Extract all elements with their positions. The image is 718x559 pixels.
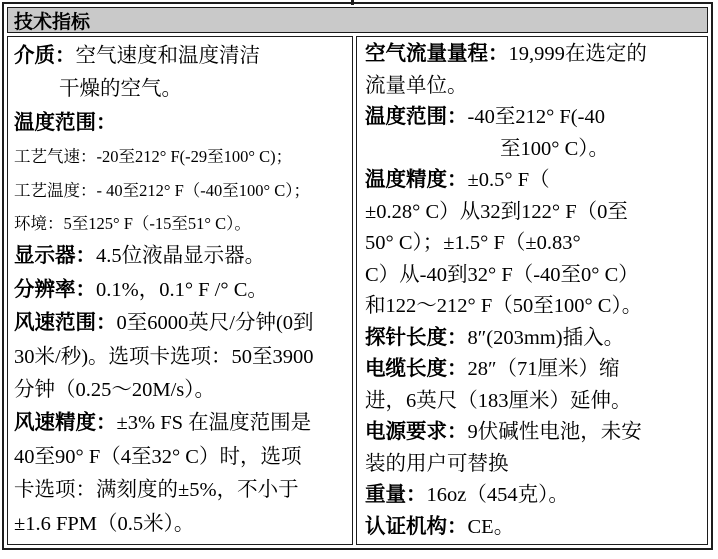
spec-text: 装的用户可替换 <box>365 452 509 475</box>
spec-text: 28″（71厘米）缩 <box>467 358 620 380</box>
spec-line <box>14 407 350 440</box>
spec-text: ±0.28° C）从32到122° F（0至 <box>365 200 628 223</box>
spec-term: 认证机构： <box>365 515 468 538</box>
spec-text: 0至6000英尺/分钟(0到 <box>116 312 314 335</box>
spec-line <box>365 354 705 386</box>
spec-text: C）从-40到32° F（-40至0° C） <box>365 263 639 286</box>
spec-line <box>14 508 350 541</box>
spec-text: 40至90° F（4至32° C）时，选项 <box>14 445 302 468</box>
spec-text: 9伏碱性电池，未安 <box>467 421 642 443</box>
spec-line <box>14 107 350 140</box>
spec-line <box>365 386 705 418</box>
spec-text: 和122～212° F（50至100° C）。 <box>365 295 643 317</box>
spec-line <box>14 441 350 474</box>
spec-text: ±1.6 FPM（0.5米）。 <box>14 512 195 535</box>
spec-text: 19,999在选定的 <box>508 43 647 65</box>
spec-line <box>14 374 350 407</box>
spec-column <box>7 36 353 545</box>
spec-line <box>365 417 705 449</box>
spec-term: 分辨率： <box>14 278 96 301</box>
spec-line <box>365 165 705 197</box>
spec-text: 空气速度和温度清洁 <box>75 45 260 67</box>
spec-line <box>365 260 705 292</box>
spec-term: 电源要求： <box>365 421 468 443</box>
spec-text: 进，6英尺（183厘米）延伸。 <box>365 389 632 412</box>
spec-line <box>365 291 705 323</box>
spec-line <box>14 240 350 273</box>
spec-text: 工艺温度：- 40至212° F（-40至100° C）； <box>14 180 310 200</box>
spec-text: 干燥的空气。 <box>59 78 182 101</box>
spec-text: 4.5位液晶显示器。 <box>96 245 266 268</box>
spec-line <box>365 39 705 71</box>
spec-line <box>14 40 350 73</box>
spec-text: 30米/秒)。选项卡选项：50至3900 <box>14 345 314 368</box>
spec-term: 风速精度： <box>14 412 117 435</box>
spec-line <box>365 512 705 544</box>
spec-text: CE。 <box>467 515 515 538</box>
spec-text: 50° C）；±1.5° F（±0.83° <box>365 232 581 254</box>
spec-line <box>365 449 705 481</box>
spec-text: 8″(203mm)插入。 <box>467 326 625 349</box>
spec-text: 卡选项：满刻度的±5%，不小于 <box>14 479 299 502</box>
spec-term: 空气流量量程： <box>365 43 509 65</box>
spec-text: 至100° C）。 <box>500 137 609 160</box>
spec-table <box>2 2 713 550</box>
spec-text: 0.1%，0.1° F /° C。 <box>96 278 268 301</box>
spec-column <box>356 36 708 545</box>
spec-line <box>14 274 350 307</box>
spec-term: 温度范围： <box>365 106 468 128</box>
table-body <box>7 36 708 545</box>
spec-term: 风速范围： <box>14 312 117 335</box>
spec-line <box>365 228 705 260</box>
table-title: 技术指标 <box>14 11 91 33</box>
spec-text: -40至212° F(-40 <box>467 106 605 128</box>
table-header-row <box>7 7 708 33</box>
spec-text: 16oz（454克）。 <box>426 484 569 506</box>
spec-line <box>14 73 350 106</box>
spec-term: 温度精度： <box>365 169 468 191</box>
spec-line <box>14 207 350 240</box>
spec-term: 电缆长度： <box>365 358 468 380</box>
spec-line <box>14 174 350 207</box>
spec-line <box>365 134 705 166</box>
spec-text: 流量单位。 <box>365 74 468 97</box>
spec-line <box>14 341 350 374</box>
spec-line <box>365 71 705 103</box>
spec-line <box>14 474 350 507</box>
spec-term: 显示器： <box>14 245 96 268</box>
spec-term: 探针长度： <box>365 326 468 349</box>
spec-line <box>365 102 705 134</box>
spec-text: 工艺气速：-20至212° F(-29至100° C)； <box>14 147 293 167</box>
spec-text: 环境：5至125° F（-15至51° C）。 <box>14 214 251 234</box>
spec-term: 温度范围： <box>14 111 117 134</box>
spec-line <box>14 307 350 340</box>
spec-text: ±3% FS 在温度范围是 <box>116 412 312 435</box>
spec-line <box>14 140 350 173</box>
spec-text: 分钟（0.25～20M/s）。 <box>14 379 216 402</box>
spec-text: ±0.5° F（ <box>467 169 550 191</box>
spec-line <box>365 197 705 229</box>
spec-term: 介质： <box>14 45 76 67</box>
spec-line <box>365 323 705 355</box>
spec-term: 重量： <box>365 484 427 506</box>
spec-line <box>365 480 705 512</box>
